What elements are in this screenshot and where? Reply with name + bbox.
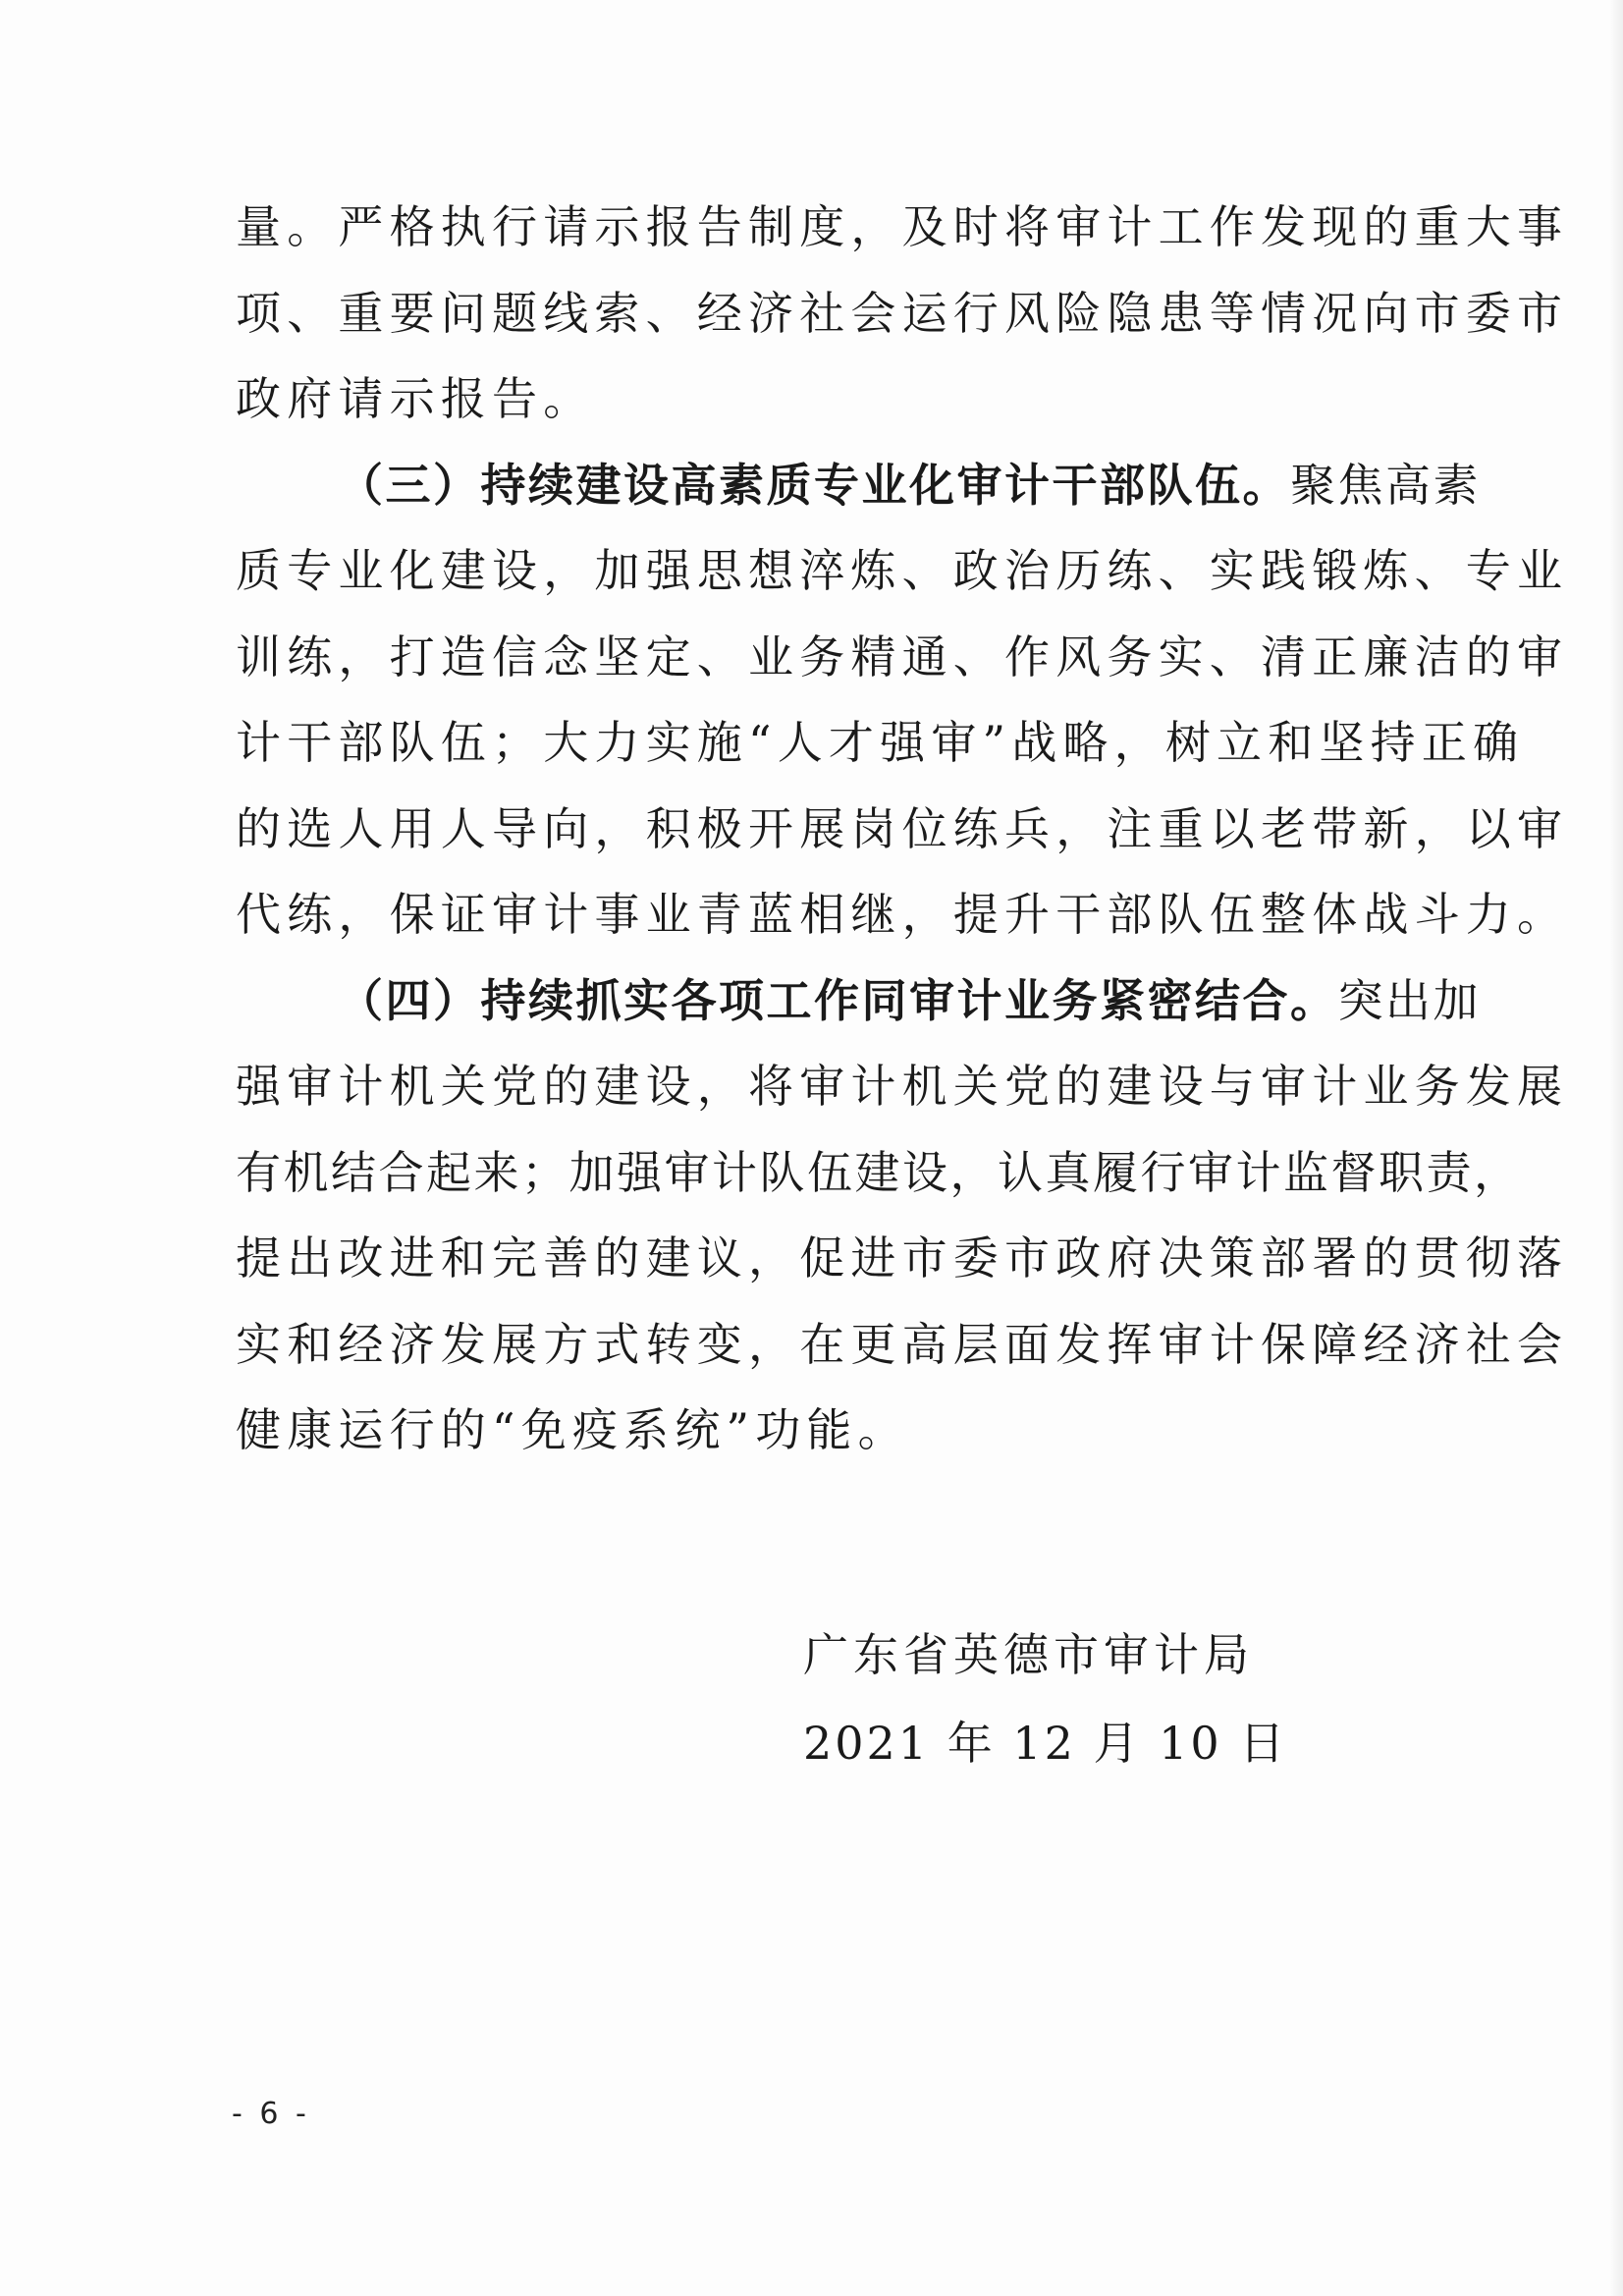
text-line: 计干部队伍；大力实施“人才强审”战略，树立和坚持正确 (236, 716, 1525, 769)
signature-date: 2021 年 12 月 10 日 (803, 1717, 1288, 1770)
document-body (236, 185, 1569, 1474)
section-three-first-line (236, 443, 1481, 529)
page-number: - 6 - (232, 2097, 310, 2131)
text-line: 健康运行的“免疫系统”功能。 (236, 1403, 909, 1456)
text-line: 量。严格执行请示报告制度，及时将审计工作发现的重大事 (236, 200, 1569, 253)
text-line: 的选人用人导向，积极开展岗位练兵，注重以老带新，以审 (236, 801, 1569, 855)
section-four-heading: （四）持续抓实各项工作同审计业务紧密结合。 (338, 973, 1338, 1027)
text-line: 政府请示报告。 (236, 372, 595, 425)
text-line: 有机结合起来；加强审计队伍建设，认真履行审计监督职责， (236, 1145, 1522, 1199)
text-line: 训练，打造信念坚定、业务精通、作风务实、清正廉洁的审 (236, 629, 1569, 683)
text-line: 代练，保证审计事业青蓝相继，提升干部队伍整体战斗力。 (236, 888, 1569, 941)
text-line: 项、重要问题线索、经济社会运行风险隐患等情况向市委市 (236, 286, 1569, 340)
text-line: 提出改进和完善的建议，促进市委市政府决策部署的贯彻落 (236, 1231, 1569, 1285)
signature-organization: 广东省英德市审计局 (803, 1628, 1254, 1681)
signature-block (803, 1611, 1294, 1787)
text-fragment: 聚焦高素 (1290, 458, 1481, 512)
section-four-first-line (236, 958, 1481, 1045)
page-edge-shadow (1609, 0, 1623, 2296)
text-line: 强审计机关党的建设，将审计机关党的建设与审计业务发展 (236, 1060, 1569, 1113)
section-three-heading: （三）持续建设高素质专业化审计干部队伍。 (338, 458, 1290, 512)
text-fragment: 突出加 (1337, 973, 1481, 1027)
text-line: 实和经济发展方式转变，在更高层面发挥审计保障经济社会 (236, 1317, 1569, 1371)
text-line: 质专业化建设，加强思想淬炼、政治历练、实践锻炼、专业 (236, 544, 1569, 597)
